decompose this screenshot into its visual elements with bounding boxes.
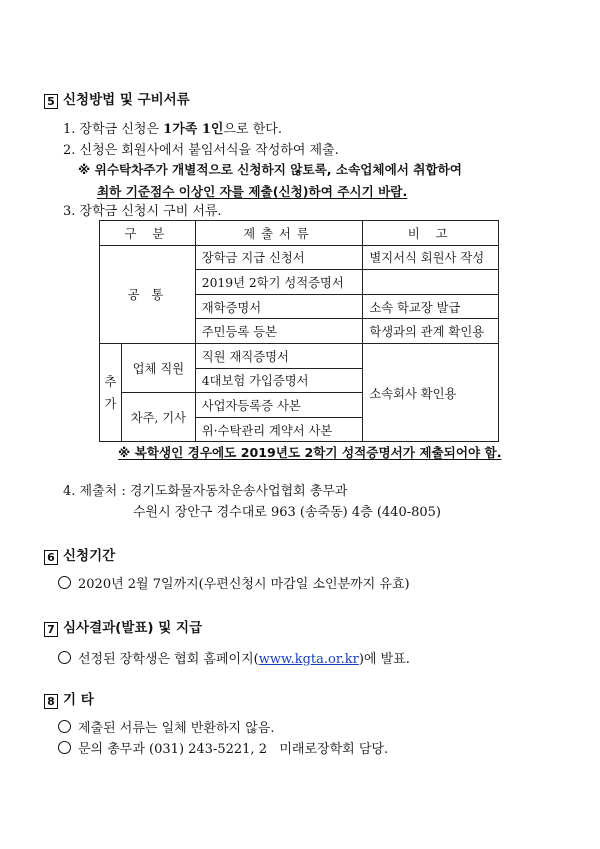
table-row xyxy=(100,245,499,270)
circle-bullet-icon xyxy=(58,741,71,754)
item-1-text-end: 으로 한다. xyxy=(223,122,282,137)
item-4-number: 4. xyxy=(63,484,76,499)
item-3-text: 장학금 신청시 구비 서류. xyxy=(79,204,222,219)
doc-cell: 장학금 지급 신청서 xyxy=(195,245,363,270)
section-8-item-2 xyxy=(58,738,388,757)
group-extra-char-2: 가 xyxy=(104,396,117,411)
item-2-text: 신청은 회원사에서 붙임서식을 작성하여 제출. xyxy=(79,143,339,158)
section-6-number: 6 xyxy=(44,550,58,565)
group-extra xyxy=(100,343,122,441)
notice-line-1: ※ 위수탁차주가 개별적으로 신청하지 않토록, 소속업체에서 취합하여 xyxy=(78,162,462,177)
item-1-number: 1. xyxy=(63,122,76,137)
section-5-heading xyxy=(44,88,190,109)
table-footnote: ※ 복학생인 경우에도 2019년도 2학기 성적증명서가 제출되어야 함. xyxy=(118,445,502,460)
section-6-item xyxy=(58,573,410,592)
doc-cell: 재학증명서 xyxy=(195,294,363,319)
doc-cell: 사업자등록증 사본 xyxy=(195,393,363,418)
item-3 xyxy=(63,200,222,219)
section-8-item-1 xyxy=(58,717,274,736)
section-6-heading xyxy=(44,544,115,565)
circle-bullet-icon xyxy=(58,720,71,733)
item-4-line-1: 경기도화물자동차운송사업협회 총무과 xyxy=(129,484,348,499)
section-7-item xyxy=(58,648,410,667)
item-2-number: 2. xyxy=(63,143,76,158)
circle-bullet-icon xyxy=(58,576,71,589)
section-8-text-1: 제출된 서류는 일체 반환하지 않음. xyxy=(78,721,275,736)
section-7-text-end: )에 발표. xyxy=(358,652,410,667)
section-5-title: 신청방법 및 구비서류 xyxy=(63,92,190,108)
group-extra-char-1: 추 xyxy=(104,374,117,389)
doc-cell: 2019년 2학기 성적증명서 xyxy=(195,270,363,295)
doc-cell: 주민등록 등본 xyxy=(195,319,363,344)
item-1-emphasis: 1가족 1인 xyxy=(163,122,224,137)
note-cell: 별지서식 회원사 작성 xyxy=(363,245,499,270)
sub-owner: 차주, 기사 xyxy=(121,393,195,442)
note-cell: 소속 학교장 발급 xyxy=(363,294,499,319)
item-3-number: 3. xyxy=(63,204,76,219)
section-5-number: 5 xyxy=(44,94,58,109)
section-8-heading xyxy=(44,688,94,709)
notice-line-2: 최하 기준점수 이상인 자를 제출(신청)하여 주시기 바람. xyxy=(97,184,408,199)
section-6-text: 2020년 2월 7일까지(우편신청시 마감일 소인분까지 유효) xyxy=(78,577,410,592)
item-4-line-2: 수원시 장안구 경수대로 963 (송죽동) 4층 (440-805) xyxy=(133,505,441,520)
sub-employee: 업체 직원 xyxy=(121,343,195,392)
documents-table xyxy=(99,220,499,442)
circle-bullet-icon xyxy=(58,651,71,664)
section-8-number: 8 xyxy=(44,694,58,709)
section-7-text: 선정된 장학생은 협회 홈페이지( xyxy=(78,652,259,667)
header-documents: 제출서류 xyxy=(195,221,363,246)
homepage-link[interactable]: www.kgta.or.kr xyxy=(258,652,359,667)
section-7-title: 심사결과(발표) 및 지급 xyxy=(63,620,203,636)
section-7-number: 7 xyxy=(44,622,58,637)
table-header-row xyxy=(100,221,499,246)
extra-note: 소속회사 확인용 xyxy=(363,343,499,441)
item-1 xyxy=(63,118,282,137)
section-8-text-2: 문의 총무과 (031) 243-5221, 2 미래로장학회 담당. xyxy=(78,742,389,757)
item-2 xyxy=(63,139,339,158)
item-1-text: 장학금 신청은 xyxy=(79,122,164,137)
doc-cell: 4대보험 가입증명서 xyxy=(195,368,363,393)
item-4-label: 제출처 : xyxy=(79,484,126,499)
doc-cell: 위·수탁관리 계약서 사본 xyxy=(195,417,363,442)
note-cell: 학생과의 관계 확인용 xyxy=(363,319,499,344)
header-remarks: 비 고 xyxy=(363,221,499,246)
item-4 xyxy=(63,480,348,499)
table-row xyxy=(100,343,499,368)
section-7-heading xyxy=(44,616,202,637)
section-8-title: 기 타 xyxy=(63,692,94,708)
doc-cell: 직원 재직증명서 xyxy=(195,343,363,368)
section-6-title: 신청기간 xyxy=(63,548,116,564)
group-common: 공 통 xyxy=(100,245,196,343)
note-cell xyxy=(363,270,499,295)
header-category: 구 분 xyxy=(100,221,196,246)
